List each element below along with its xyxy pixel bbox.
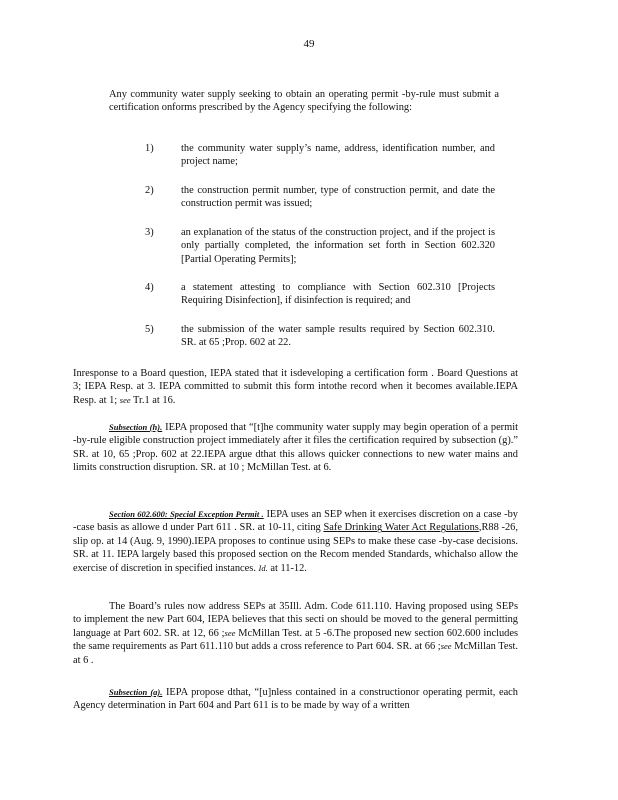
case-citation: Safe Drinking Water Act Regulations	[323, 522, 479, 534]
list-item-text: the submission of the water sample results required by Section 602.310. SR. at 65 ;Prop. 602 at 22.	[181, 324, 495, 349]
list-item-text: an explanation of the status of the construction project, and if the project is only partially completed, the information set forth in Section 602.320 [Partial Operating Permits];	[181, 227, 495, 265]
list-item-text: a statement attesting to compliance with Section 602.310 [Projects Requiring Disinfection], if disinfection is required; and	[181, 282, 495, 307]
subsection-heading: Subsection (h).	[109, 422, 163, 432]
page-number: 49	[303, 38, 315, 50]
board-question-paragraph: Inresponse to a Board question, IEPA stated that it isdeveloping a certification form . Board Questions at 3; IEPA Resp. at 3. IEPA committed to submit this form intothe record when it becomes available.IEPA Resp. at 1; see Tr.1 at 16.	[73, 368, 518, 406]
subsection-a-paragraph: Subsection (a). IEPA propose dthat, “[u]nless contained in a constructionor operating permit, each Agency determination in Part 604 and Part 611 is to be made by way of a written	[73, 687, 518, 712]
section-602-600-paragraph: Section 602.600: Special Exception Permit . IEPA uses an SEP when it exercises discretion on a case -by -case basis as allowe d under Part 611 . SR. at 10-11, citing Safe Drinking Water Act Regulations,R88 -26, slip op. at 14 (Aug. 9, 1990).IEPA proposes to continue using SEPs to make these case -by-case decisions. SR. at 11. IEPA largely based this proposed section on the Recom mended Standards, whichalso allow the exercise of discretion in specified instances. Id. at 11-12.	[73, 509, 519, 574]
subsection-h-paragraph: Subsection (h). IEPA proposed that “[t]he community water supply may begin operation of a permit -by-rule eligible construction project immediately after it files the certification required by subsection (g).” SR. at 10, 65 ;Prop. 602 at 22.IEPA argue dthat this allows quicker connections to new water mains and limits construction disruption. SR. at 10 ; McMillan Test. at 6.	[73, 422, 518, 474]
list-item-number: 3)	[145, 227, 154, 238]
list-item-number: 4)	[145, 282, 154, 293]
list-item-text: the construction permit number, type of construction permit, and date the construction permit was issued;	[181, 185, 495, 210]
list-item-number: 2)	[145, 185, 154, 196]
intro-paragraph: Any community water supply seeking to obtain an operating permit -by-rule must submit a certification onforms prescribed by the Agency specifying the following:	[109, 89, 499, 114]
section-heading: Section 602.600: Special Exception Permit .	[109, 509, 264, 519]
list-item-number: 1)	[145, 143, 154, 154]
list-item-text: the community water supply’s name, address, identification number, and project name;	[181, 143, 495, 168]
board-rules-paragraph: The Board’s rules now address SEPs at 35Ill. Adm. Code 611.110. Having proposed using SEPs to implement the new Part 604, IEPA believes that this secti on should be moved to the general permitting language at Part 602. SR. at 12, 66 ;see McMillan Test. at 5 -6.The proposed new section 602.600 includes the same requirements as Part 611.110 but adds a cross reference to Part 604. SR. at 66 ;see McMillan Test. at 6 .	[73, 601, 518, 666]
list-item-number: 5)	[145, 324, 154, 335]
subsection-heading: Subsection (a).	[109, 687, 163, 697]
